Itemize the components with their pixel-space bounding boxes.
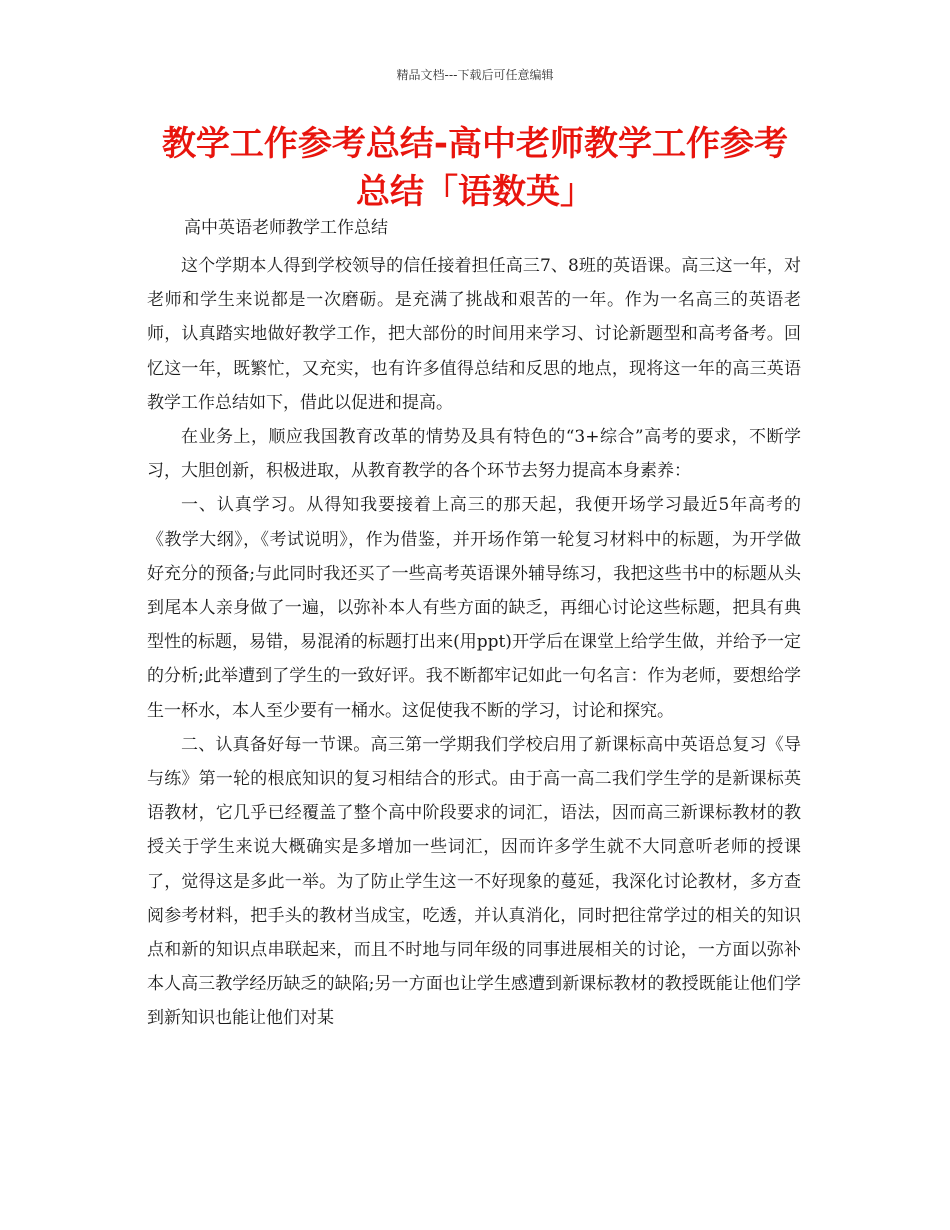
body-paragraph: 二、认真备好每一节课。高三第一学期我们学校启用了新课标高中英语总复习《导与练》第一轮的根底知识的复习相结合的形式。由于高一高二我们学生学的是新课标英语教材，它几乎已经覆盖了整个高中阶段要求的词汇，语法，因而高三新课标教材的教授关于学生来说大概确实是多增加一些词汇，因而许多学生就不大同意听老师的授课了，觉得这是多此一举。为了防止学生这一不好现象的蔓延，我深化讨论教材，多方查阅参考材料，把手头的教材当成宝，吃透，并认真消化，同时把往常学过的相关的知识点和新的知识点串联起来，而且不时地与同年级的同事进展相关的讨论，一方面以弥补本人高三教学经历缺乏的缺陷;另一方面也让学生感遭到新课标教材的教授既能让他们学到新知识也能让他们对某 xyxy=(147,734,801,1029)
body-paragraph: 在业务上，顺应我国教育改革的情势及具有特色的“3+综合”高考的要求，不断学习，大胆创新，积极进取，从教育教学的各个环节去努力提高本身素养： xyxy=(147,427,801,482)
header-note: 精品文档---下载后可任意编辑 xyxy=(396,68,554,82)
body-paragraph: 一、认真学习。从得知我要接着上高三的那天起，我便开场学习最近5年高考的《教学大纲》，《考试说明》，作为借鉴，并开场作第一轮复习材料中的标题，为开学做好充分的预备;与此同时我还买了一些高考英语课外辅导练习，我把这些书中的标题从头到尾本人亲身做了一遍，以弥补本人有些方面的缺乏，再细心讨论这些标题，把具有典型性的标题，易错，易混淆的标题打出来(用ppt)开学后在课堂上给学生做，并给予一定的分析;此举遭到了学生的一致好评。我不断都牢记如此一句名言：作为老师，要想给学生一杯水，本人至少要有一桶水。这促使我不断的学习，讨论和探究。 xyxy=(147,495,801,721)
document-subtitle: 高中英语老师教学工作总结 xyxy=(184,218,388,238)
document-body xyxy=(147,249,801,1036)
document-title: 教学工作参考总结-高中老师教学工作参考总结「语数英」 xyxy=(161,124,789,212)
body-paragraph: 这个学期本人得到学校领导的信任接着担任高三7、8班的英语课。高三这一年，对老师和学生来说都是一次磨砺。是充满了挑战和艰苦的一年。作为一名高三的英语老师，认真踏实地做好教学工作，把大部份的时间用来学习、讨论新题型和高考备考。回忆这一年，既繁忙，又充实，也有许多值得总结和反思的地点，现将这一年的高三英语教学工作总结如下，借此以促进和提高。 xyxy=(147,256,801,413)
